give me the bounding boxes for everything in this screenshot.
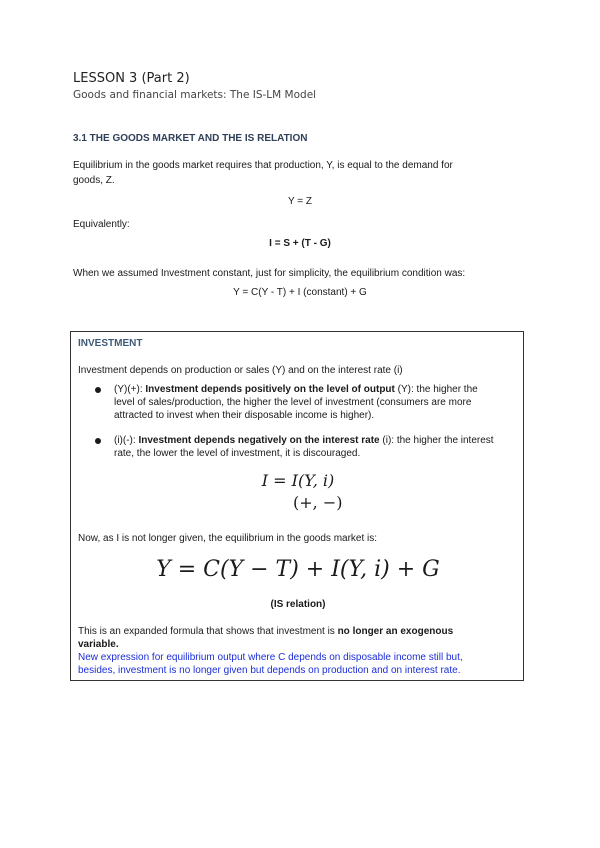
bullet-dot-1 [95, 387, 101, 393]
blue-note-line-2: besides, investment is no longer given but depends on production and on interest rate. [78, 665, 461, 676]
lesson-subtitle: Goods and financial markets: The IS-LM Model [73, 89, 317, 101]
expanded-line-2 [78, 638, 518, 651]
investment-box [70, 331, 524, 681]
is-relation-label: (IS relation) [270, 599, 326, 610]
bullet-dot-2 [95, 438, 101, 444]
bullet-output-line-1 [114, 383, 524, 396]
investment-formula-signs: (+, −) [293, 493, 343, 512]
investment-formula: I = I(Y, i) [261, 471, 335, 490]
investment-box-title: INVESTMENT [78, 338, 143, 349]
bullet-output-line-2: level of sales/production, the higher the level of investment (consumers are more [114, 397, 472, 408]
intro-line-1: Equilibrium in the goods market requires that production, Y, is equal to the demand for [73, 160, 453, 171]
constant-investment-text: When we assumed Investment constant, just for simplicity, the equilibrium condition was: [73, 268, 466, 279]
expanded-prefix: This is an expanded formula that shows that investment is [78, 626, 338, 637]
bullet-interest-line-1 [114, 434, 524, 447]
intro-paragraph [73, 158, 453, 188]
expanded-formula-text [78, 625, 518, 677]
bullet-output [114, 383, 524, 422]
section-heading: 3.1 THE GOODS MARKET AND THE IS RELATION [73, 133, 308, 144]
expanded-bold-2: variable [78, 639, 116, 650]
blue-note-line-1: New expression for equilibrium output where C depends on disposable income still but, [78, 652, 463, 663]
equivalently-label: Equivalently: [73, 219, 130, 230]
expanded-bold-1: no longer an exogenous [337, 626, 454, 637]
bullet-interest-bold: Investment depends negatively on the interest rate [138, 435, 380, 446]
bullet-output-rest: (Y): the higher the [394, 384, 478, 395]
lesson-title: LESSON 3 (Part 2) [73, 71, 190, 86]
equation-y-equals-z: Y = Z [288, 196, 312, 207]
investment-intro: Investment depends on production or sales (Y) and on the interest rate (i) [78, 365, 403, 376]
bullet-interest [114, 434, 524, 460]
bullet-interest-prefix: (i)(-): [114, 435, 139, 446]
bullet-output-prefix: (Y)(+): [114, 384, 146, 395]
intro-line-2: goods, Z. [73, 175, 115, 186]
expanded-line-1 [78, 625, 518, 638]
bullet-output-bold: Investment depends positively on the level of output [145, 384, 395, 395]
equation-savings: I = S + (T - G) [269, 238, 331, 249]
bullet-output-line-3: attracted to invest when their disposable income is higher). [114, 410, 375, 421]
now-text: Now, as I is not longer given, the equilibrium in the goods market is: [78, 533, 378, 544]
expanded-end: . [115, 639, 119, 650]
is-formula: Y = C(Y − T) + I(Y, i) + G [156, 557, 440, 582]
equation-constant-investment: Y = C(Y - T) + I (constant) + G [233, 287, 367, 298]
bullet-interest-line-2: rate, the lower the level of investment, it is discouraged. [114, 448, 361, 459]
bullet-interest-rest: (i): the higher the interest [379, 435, 494, 446]
